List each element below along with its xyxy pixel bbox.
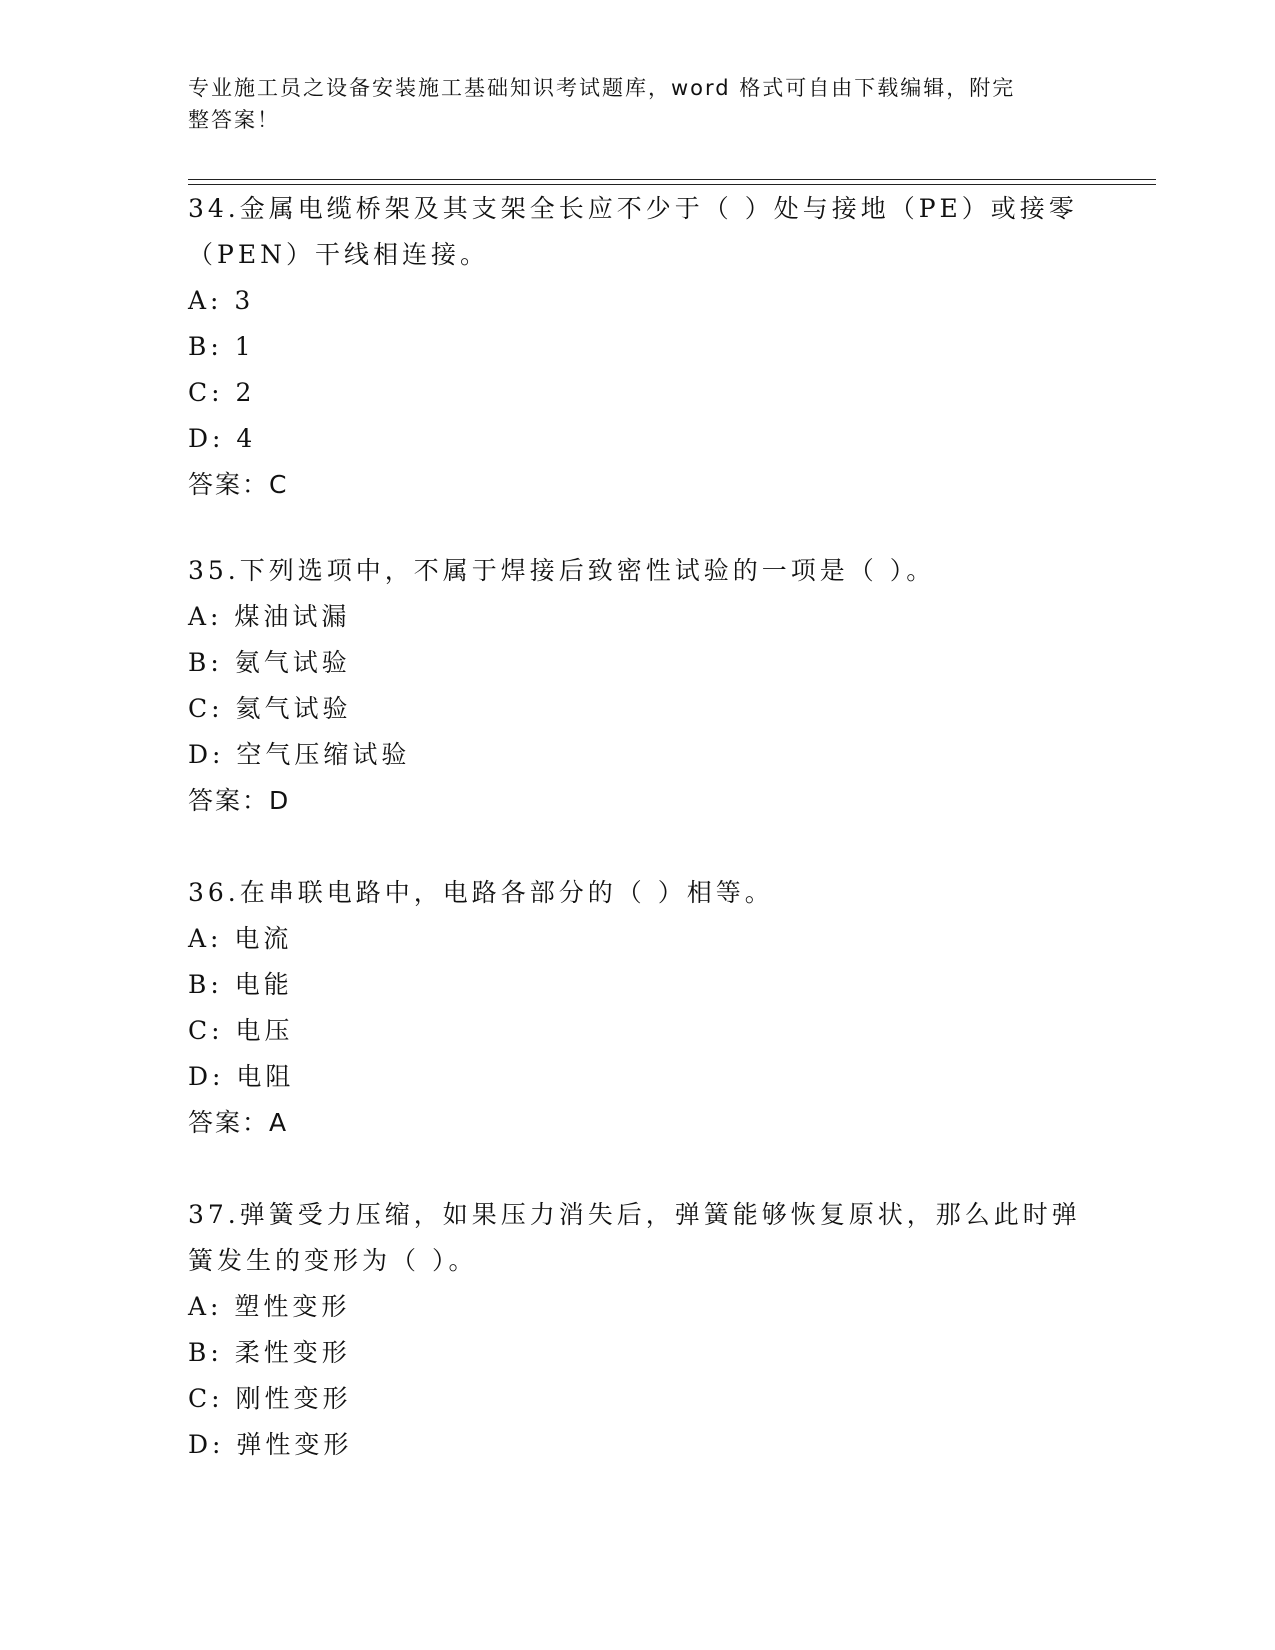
question-text: 36.在串联电路中，电路各部分的（ ）相等。 [188, 878, 774, 907]
option-b: B: 电能 [188, 970, 293, 999]
option-b: B: 氨气试验 [188, 648, 351, 677]
header-divider-bottom [188, 184, 1156, 185]
option-b: B: 1 [188, 332, 255, 361]
option-c: C: 电压 [188, 1016, 294, 1045]
option-a: A: 电流 [188, 924, 293, 953]
question-text-continued: 簧发生的变形为（ ）。 [188, 1246, 478, 1275]
question-text: 35.下列选项中，不属于焊接后致密性试验的一项是（ ）。 [188, 556, 936, 585]
answer-label: 答案： [188, 470, 270, 499]
answer-label: 答案： [188, 1108, 270, 1137]
answer-value: D [269, 786, 291, 815]
option-c: C: 刚性变形 [188, 1384, 352, 1413]
header-line-1: 专业施工员之设备安装施工基础知识考试题库，word 格式可自由下载编辑，附完 [188, 76, 1016, 100]
option-b: B: 柔性变形 [188, 1338, 351, 1367]
answer [188, 778, 1088, 824]
document-header [188, 72, 1068, 136]
header-line-2: 整答案！ [188, 108, 280, 132]
answer [188, 462, 1088, 508]
answer-value: A [269, 1108, 289, 1137]
header-divider-top [188, 179, 1156, 180]
question-36 [188, 870, 1088, 1146]
option-d: D: 弹性变形 [188, 1430, 353, 1459]
option-a: A: 塑性变形 [188, 1292, 351, 1321]
question-34 [188, 186, 1088, 508]
option-d: D: 空气压缩试验 [188, 740, 411, 769]
question-35 [188, 548, 1088, 824]
question-text-continued: （PEN）干线相连接。 [188, 240, 489, 269]
option-a: A: 煤油试漏 [188, 602, 351, 631]
option-d: D: 电阻 [188, 1062, 295, 1091]
option-c: C: 氦气试验 [188, 694, 352, 723]
answer [188, 1100, 1088, 1146]
question-37 [188, 1192, 1088, 1468]
option-c: C: 2 [188, 378, 256, 407]
question-text: 34.金属电缆桥架及其支架全长应不少于（ ）处与接地（PE）或接零 [188, 194, 1078, 223]
option-a: A: 3 [188, 286, 255, 315]
question-text: 37.弹簧受力压缩，如果压力消失后，弹簧能够恢复原状，那么此时弹 [188, 1200, 1081, 1229]
answer-value: C [269, 470, 289, 499]
option-d: D: 4 [188, 424, 257, 453]
answer-label: 答案： [188, 786, 270, 815]
